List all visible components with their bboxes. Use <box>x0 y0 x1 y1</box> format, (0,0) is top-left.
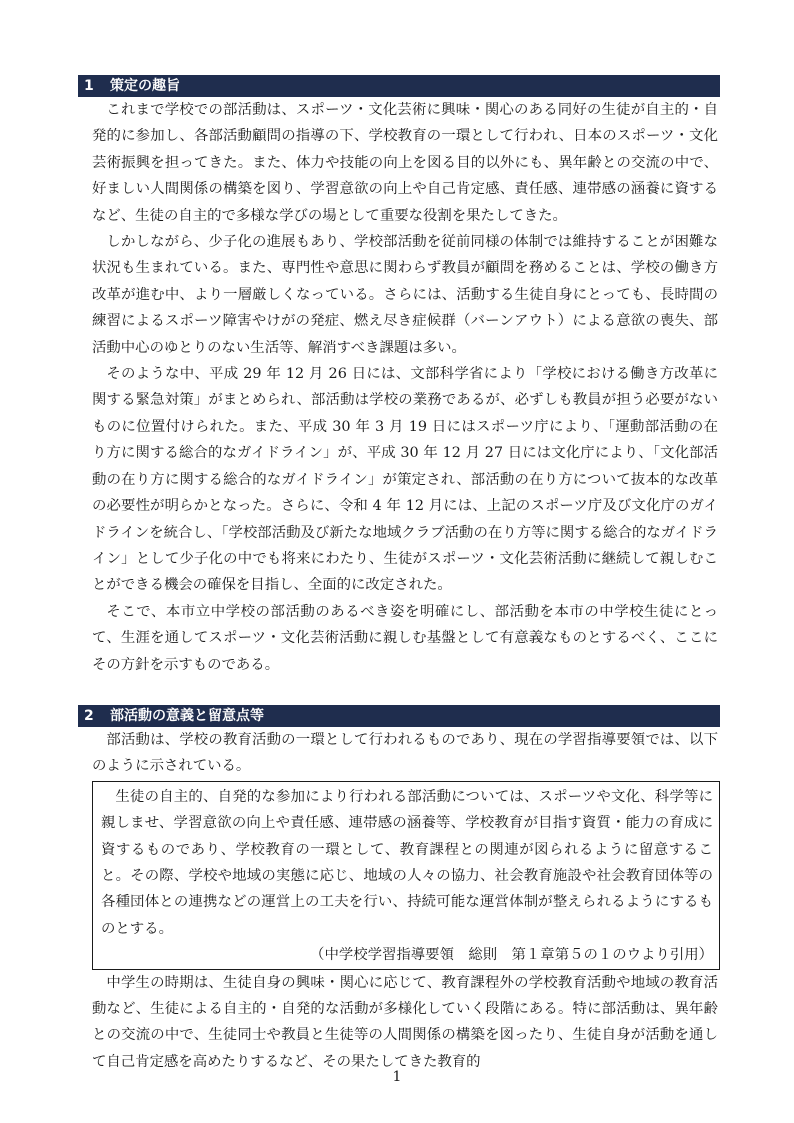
page-number: 1 <box>392 1069 402 1085</box>
guideline-quote-text: 生徒の自主的、自発的な参加により行われる部活動については、スポーツや文化、科学等に親しませ、学習意欲の向上や責任感、連帯感の涵養等、学校教育が目指す資質・能力の育成に資するものであり、学校教育の一環として、教育課程との関連が図られるように留意すること。その際、学校や地域の実態に応じ、地域の人々の協力、社会教育施設や社会教育団体等の各種団体との連携などの運営上の工夫を行い、持続可能な運営体制が整えられるようにするものとする。 <box>101 788 713 937</box>
section-1-number: 1 <box>84 78 94 94</box>
section-1-paragraph-2: しかしながら、少子化の進展もあり、学校部活動を従前同様の体制では維持することが困難な状況も生まれている。また、専門性や意思に関わらず教員が顧問を務めることは、学校の働き方改革が進む中、より一層厳しくなっている。さらには、活動する生徒自身にとっても、長時間の練習によるスポーツ障害やけがの発症、燃え尽き症候群（バーンアウト）による意欲の喪失、部活動中心のゆとりのない生活等、解消すべき課題は多い。 <box>92 234 718 356</box>
section-1-title: 策定の趣旨 <box>110 78 180 94</box>
section-1-paragraph-4: そこで、本市立中学校の部活動のあるべき姿を明確にし、部活動を本市の中学校生徒にとって、生涯を通してスポーツ・文化芸術活動に親しむ基盤として有意義なものとするべく、ここにその方針を示すものである。 <box>92 603 718 673</box>
section-2-number: 2 <box>84 707 94 724</box>
guideline-citation: （中学校学習指導要領 総則 第１章第５の１のウより引用） <box>310 947 713 964</box>
section-1-paragraph-1: これまで学校での部活動は、スポーツ・文化芸術に興味・関心のある同好の生徒が自主的・自発的に参加し、各部活動顧問の指導の下、学校教育の一環として行われ、日本のスポーツ・文化芸術振興を担ってきた。また、体力や技能の向上を図る目的以外にも、異年齢との交流の中で、好ましい人間関係の構築を図り、学習意欲の向上や自己肯定感、責任感、連帯感の涵養に資するなど、生徒の自主的で多様な学びの場として重要な役割を果たしてきた。 <box>92 102 718 224</box>
guideline-quote-box <box>92 781 720 970</box>
section-2-paragraph: 中学生の時期は、生徒自身の興味・関心に応じて、教育課程外の学校教育活動や地域の教育活動など、生徒による自主的・自発的な活動が多様化していく段階にある。特に部活動は、異年齢との交流の中で、生徒同士や教員と生徒等の人間関係の構築を図ったり、生徒自身が活動を通して自己肯定感を高めたりするなど、その果たしてきた教育的 <box>92 974 718 1070</box>
section-2-intro: 部活動は、学校の教育活動の一環として行われるものであり、現在の学習指導要領では、以下のように示されている。 <box>92 731 718 775</box>
section-2-title: 部活動の意義と留意点等 <box>110 707 264 724</box>
section-2-header <box>78 705 720 727</box>
section-1-header <box>78 75 720 97</box>
document-page <box>78 75 720 1075</box>
section-1-paragraph-3: そのような中、平成 29 年 12 月 26 日には、文部科学省により「学校における働き方改革に関する緊急対策」がまとめられ、部活動は学校の業務であるが、必ずしも教員が担う必要がないものに位置付けられた。また、平成 30 年 3 月 19 日にはスポーツ庁により、「運動部活動の在り方に関する総合的なガイドライン」が、平成 30 年 12 月 27 日には文化庁により、「文化部活動の在り方に関する総合的なガイドライン」が策定され、部活動の在り方について抜本的な改革の必要性が明らかとなった。さらに、令和 4 年 12 月には、上記のスポーツ庁及び文化庁のガイドラインを統合し、「学校部活動及び新たな地域クラブ活動の在り方等に関する総合的なガイドライン」として少子化の中でも将来にわたり、生徒がスポーツ・文化芸術活動に継続して親しむことができる機会の確保を目指し、全面的に改定された。 <box>92 366 718 594</box>
